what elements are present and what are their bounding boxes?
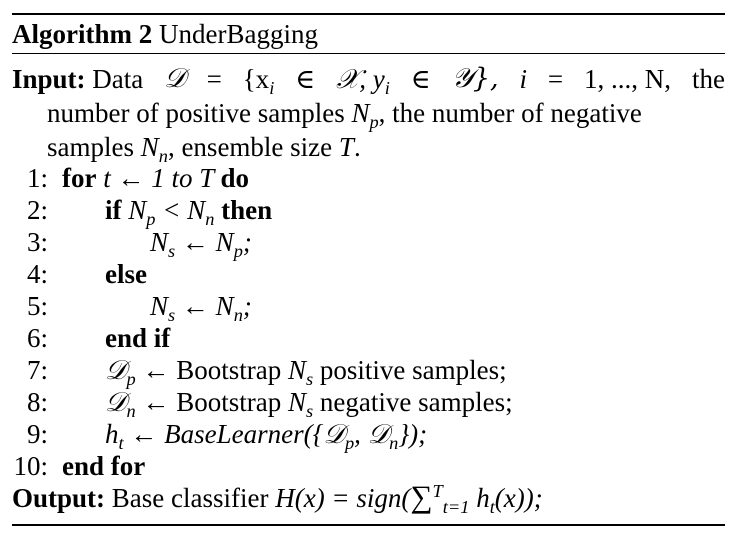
step-line: 9: $h_t$ ← BaseLearner({𝒟$_p$, 𝒟$_n$});	[26, 419, 428, 453]
caption-rule	[12, 53, 725, 54]
input-label: Input:	[12, 64, 86, 94]
input-line-3: samples $N_n$, ensemble size T.	[47, 132, 361, 166]
algorithm-caption	[12, 16, 318, 52]
input-line-1: Input: Data 𝒟 = {$x_i$ ∈ 𝒳, $y_i$ ∈ 𝒴}, i = 1, ..., N, the	[12, 63, 725, 98]
step-line: 5: $N_s$ ← $N_n$;	[26, 291, 252, 325]
step-line: 1: for t ← 1 to T do	[26, 163, 250, 193]
step-line: 3: $N_s$ ← $N_p$;	[26, 227, 252, 261]
step-line: 4: else	[26, 259, 147, 289]
input-line-2: number of positive samples $N_p$, the number of negative	[47, 98, 642, 132]
bottom-rule	[12, 524, 725, 526]
top-rule	[12, 13, 725, 15]
step-line: 7: 𝒟$_p$ ← Bootstrap $N_s$ positive samples;	[26, 355, 507, 389]
algorithm-name: UnderBagging	[158, 19, 318, 49]
output-line: Output: Base classifier H(x) = sign(∑$^T_{t=1}$ $h_t(x)$);	[12, 479, 543, 517]
step-line: 6: end if	[26, 323, 171, 353]
step-line: 2: if $N_p < N_n$ then	[26, 195, 273, 229]
input-block	[12, 62, 725, 164]
step-line: 10: end for	[13, 451, 146, 481]
step-line: 8: 𝒟$_n$ ← Bootstrap $N_s$ negative samples;	[26, 387, 513, 421]
output-label: Output:	[12, 483, 106, 513]
algorithm-label: Algorithm 2	[12, 19, 153, 49]
